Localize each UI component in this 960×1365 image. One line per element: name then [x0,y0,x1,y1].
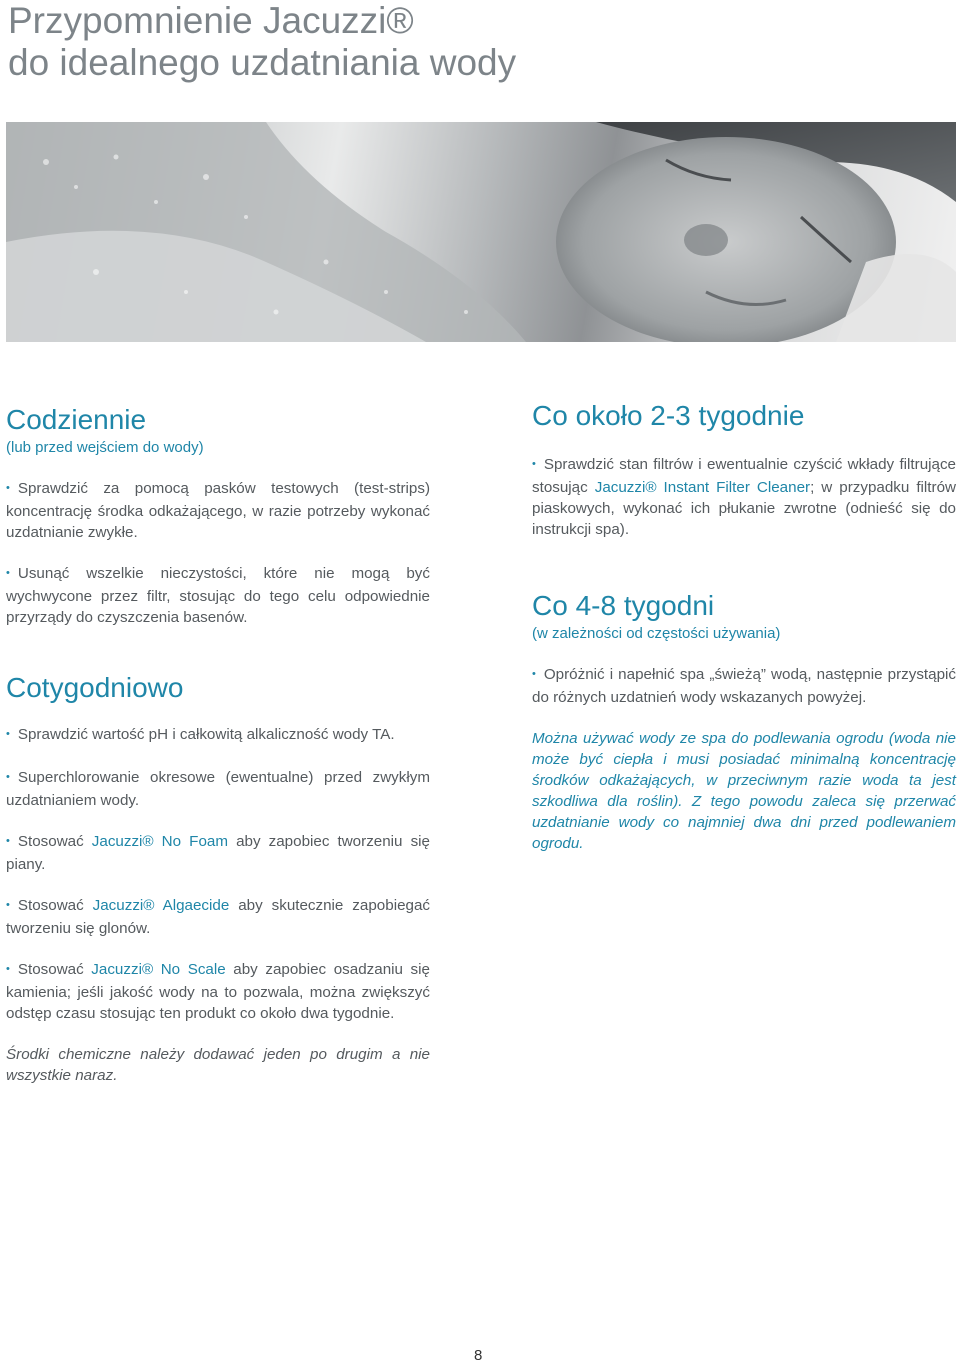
title-line-2: do idealnego uzdatniania wody [8,42,517,83]
weekly-item-4 [6,895,430,939]
daily-item-1: • Sprawdzić za pomocą pasków testowych (test-strips) koncentrację środka odkażającego, w razie potrzeby wykonać uzdatnianie zwykłe. [6,478,430,543]
monthly-item-1: • Opróżnić i napełnić spa „świeżą” wodą, następnie przystąpić do różnych uzdatnień wody wskazanych powyżej. [532,664,956,708]
right-column [532,400,956,854]
biweekly-item-1-post: ; w przypadku filtrów piaskowych, wykonać ich płukanie zwrotne (odnieść się do instrukcji spa). [532,479,956,538]
weekly-item-3 [6,831,430,875]
monthly-subheading: (w zależności od częstości używania) [532,625,781,642]
biweekly-item-1-pre: Sprawdzić stan filtrów i ewentualnie czyścić wkłady filtrujące stosując [532,456,956,496]
weekly-item-3-post: aby zapobiec tworzeniu się piany. [6,833,430,873]
weekly-heading: Cotygodniowo [6,672,184,703]
daily-item-2: • Usunąć wszelkie nieczystości, które nie mogą być wychwycone przez filtr, stosując do tego celu odpowiednie przyrządy do czyszczenia basenów. [6,563,430,628]
weekly-item-5 [6,959,430,1024]
product-instant-filter-cleaner: Jacuzzi® Instant Filter Cleaner [594,479,811,496]
monthly-note: Można używać wody ze spa do podlewania ogrodu (woda nie może być ciepła i musi posiadać minimalną koncentrację środków odkażających, w przeciwnym razie woda ta jest szkodliwa dla roślin). Z tego powodu zaleca się przerwać uzdatnianie wody co najmniej dwa dni przed podlewaniem ogrodu. [532,730,956,852]
daily-heading: Codziennie [6,404,147,435]
photo-illustration [6,122,956,342]
weekly-item-1: • Sprawdzić wartość pH i całkowitą alkaliczność wody TA. [6,724,430,747]
product-no-scale: Jacuzzi® No Scale [91,961,226,978]
title-line-1: Przypomnienie Jacuzzi® [8,0,414,41]
page-title [8,0,516,84]
weekly-item-3-pre: Stosować [17,833,92,850]
biweekly-item-1 [532,454,956,540]
biweekly-heading: Co około 2-3 tygodnie [532,400,805,431]
product-no-foam: Jacuzzi® No Foam [91,833,228,850]
product-algaecide: Jacuzzi® Algaecide [92,897,230,914]
weekly-item-4-post: aby skutecznie zapobiegać tworzeniu się glonów. [6,897,430,937]
monthly-heading: Co 4-8 tygodni [532,590,715,621]
spa-photo [6,122,956,342]
daily-subheading: (lub przed wejściem do wody) [6,439,204,456]
weekly-item-5-post: aby zapobiec osadzaniu się kamienia; jeśli jakość wody na to pozwala, można zwiększyć odstęp czasu stosując ten produkt co około dwa tygodnie. [6,961,430,1022]
weekly-item-4-pre: Stosować [17,897,93,914]
page-number: 8 [474,1347,483,1364]
left-column [6,404,430,1086]
weekly-note: Środki chemiczne należy dodawać jeden po drugim a nie wszystkie naraz. [6,1046,430,1084]
weekly-item-5-pre: Stosować [17,961,92,978]
weekly-item-2: • Superchlorowanie okresowe (ewentualne) przed zwykłym uzdatnianiem wody. [6,767,430,811]
